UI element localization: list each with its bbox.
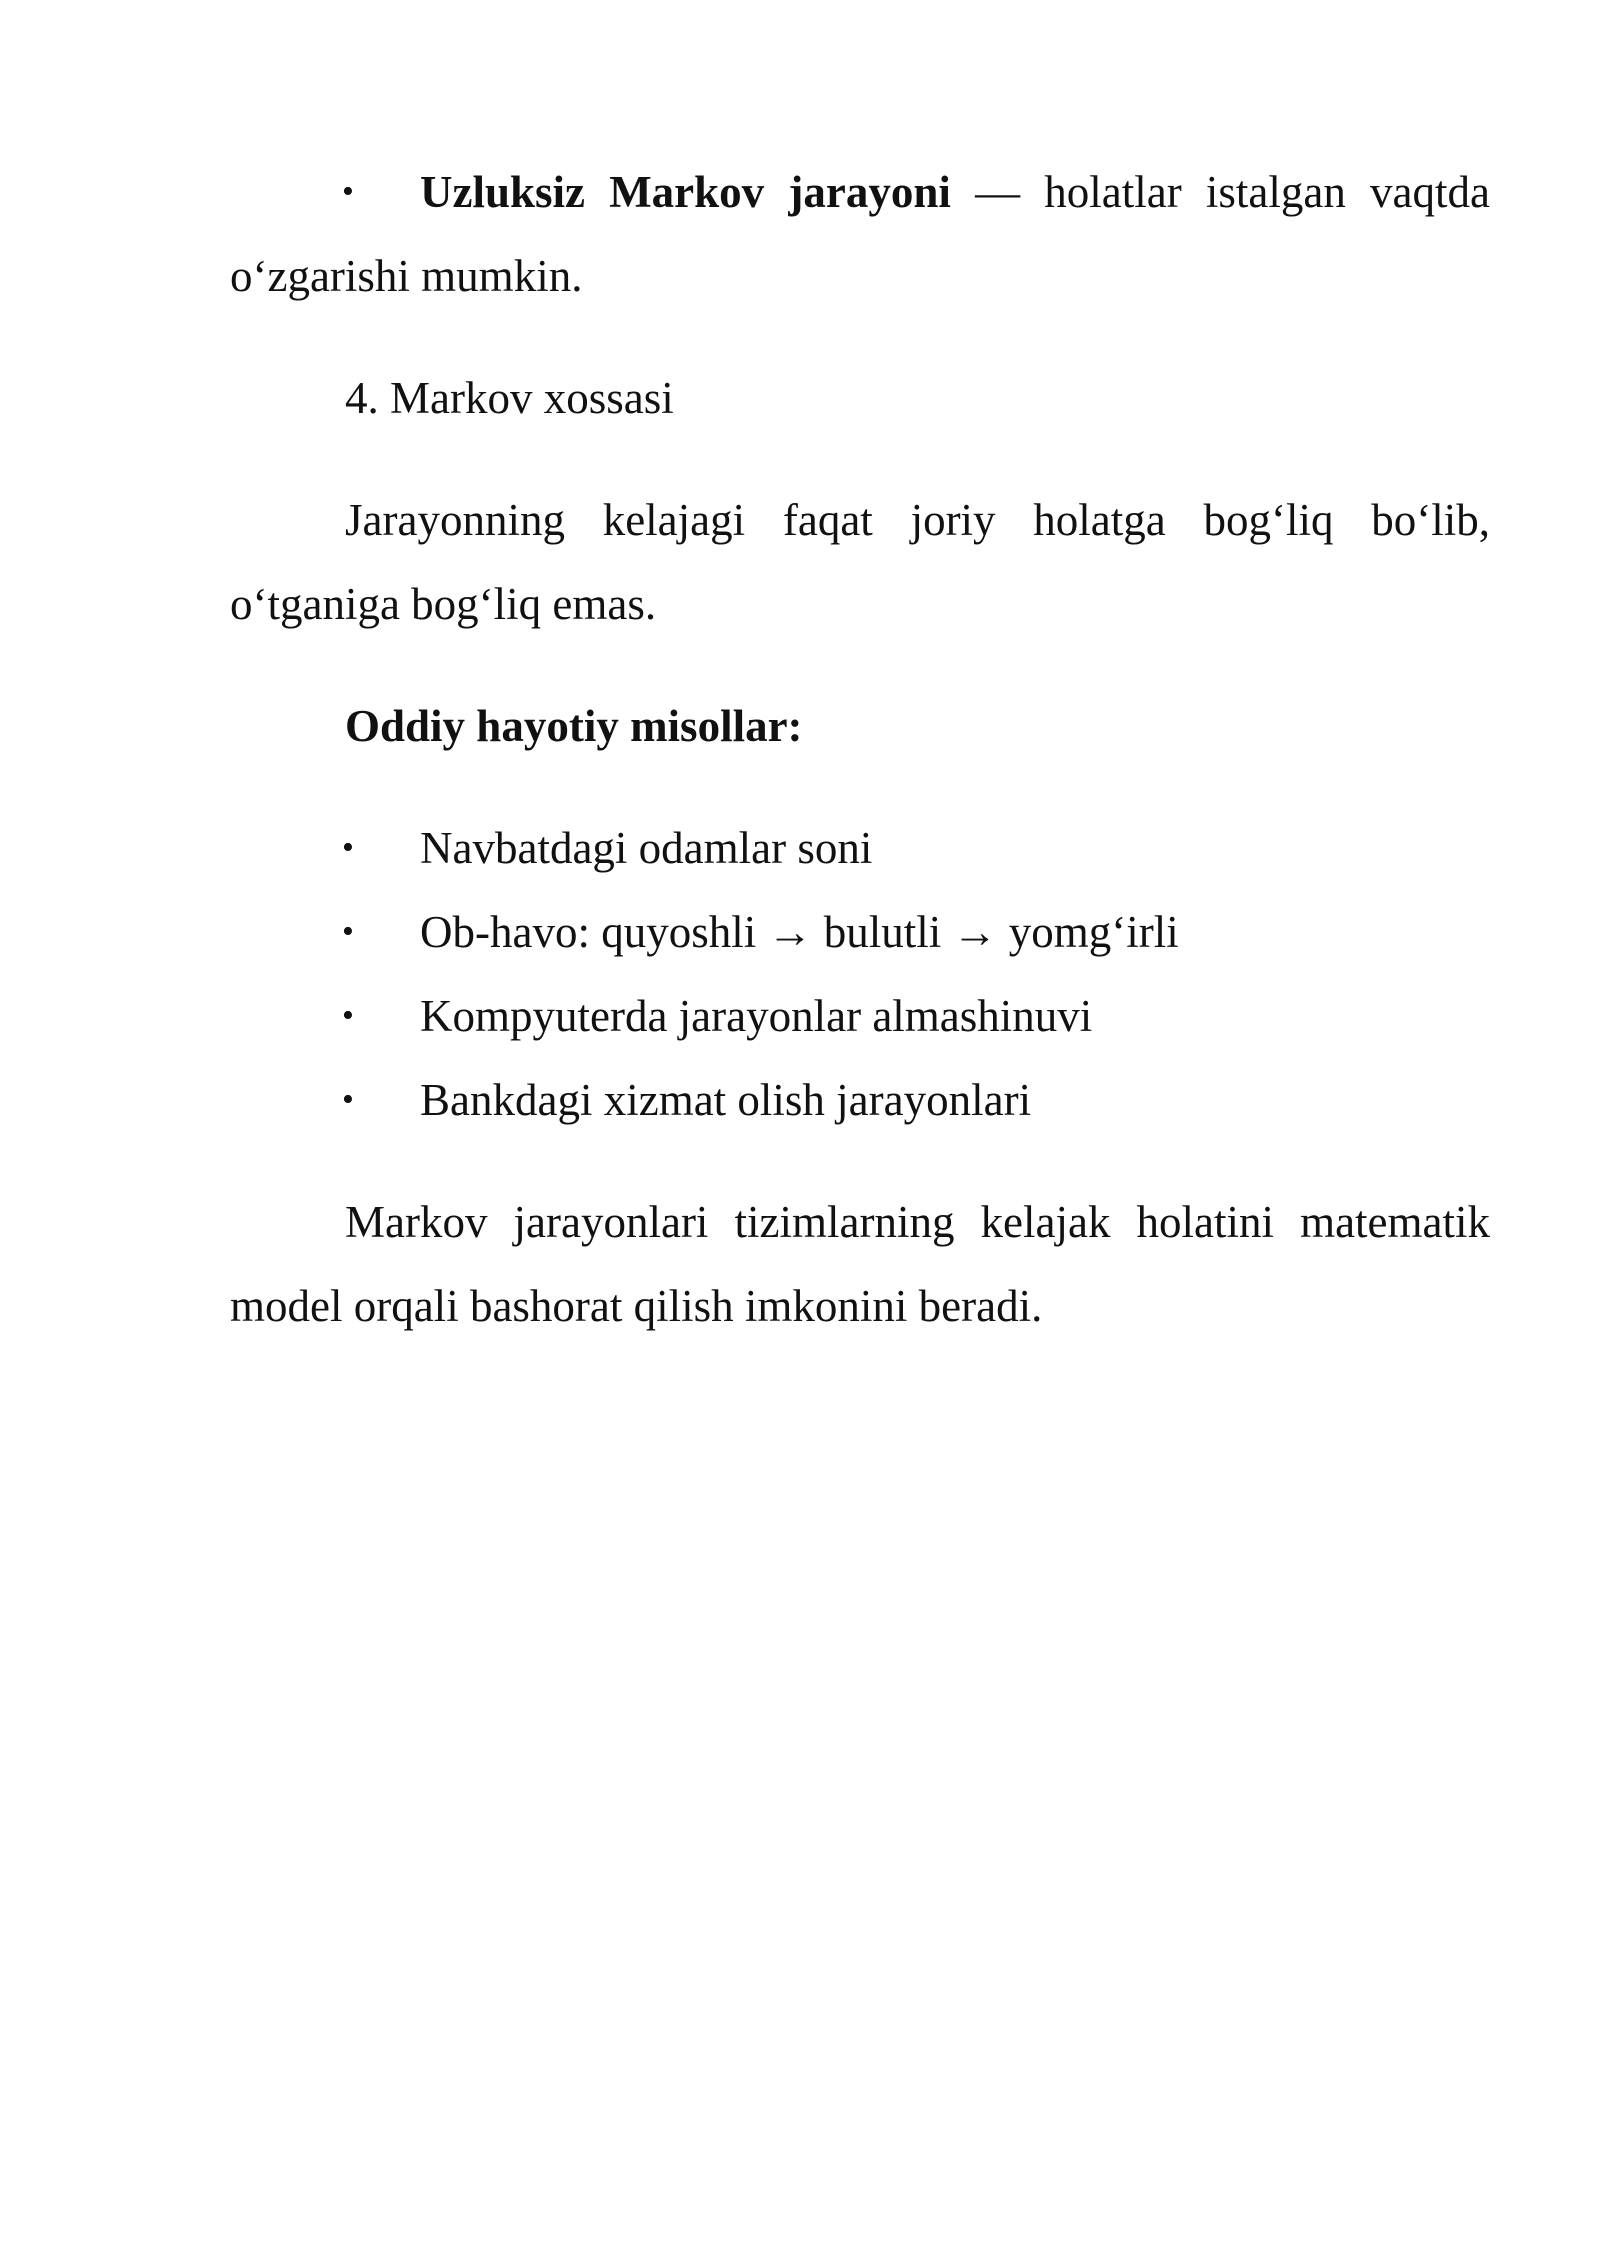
list-item-text: Bankdagi xizmat olish jarayonlari — [420, 1075, 1032, 1125]
document-body — [230, 150, 1490, 1348]
bullet-dot: • — [342, 913, 354, 950]
bullet-dot: • — [342, 829, 354, 866]
continuous-markov-bullet — [230, 150, 1490, 318]
continuous-markov-term: Uzluksiz Markov jarayoni — [420, 167, 951, 217]
continuous-markov-definition: — holatlar istalgan vaqtda o‘zgarishi mumkin. — [230, 167, 1490, 301]
list-item — [230, 806, 1490, 890]
examples-heading: Oddiy hayotiy misollar: — [345, 701, 803, 751]
spacer — [230, 768, 1490, 806]
spacer — [230, 318, 1490, 356]
spacer — [230, 1142, 1490, 1180]
list-item — [230, 890, 1490, 974]
bullet-dot: • — [342, 1081, 354, 1118]
list-item — [230, 1058, 1490, 1142]
list-item — [230, 974, 1490, 1058]
examples-list — [230, 806, 1490, 1142]
bullet-dot: • — [342, 173, 354, 210]
spacer — [230, 440, 1490, 478]
markov-property-paragraph: Jarayonning kelajagi faqat joriy holatga bog‘liq bo‘lib, o‘tganiga bog‘liq emas. — [230, 495, 1490, 629]
spacer — [230, 646, 1490, 684]
list-item-text: Ob-havo: quyoshli → bulutli → yomg‘irli — [420, 907, 1179, 957]
conclusion-paragraph: Markov jarayonlari tizimlarning kelajak holatini matematik model orqali bashorat qilish imkonini beradi. — [230, 1197, 1490, 1331]
bullet-dot: • — [342, 997, 354, 1034]
list-item-text: Navbatdagi odamlar soni — [420, 823, 873, 873]
list-item-text: Kompyuterda jarayonlar almashinuvi — [420, 991, 1093, 1041]
section-heading: 4. Markov xossasi — [345, 373, 674, 423]
